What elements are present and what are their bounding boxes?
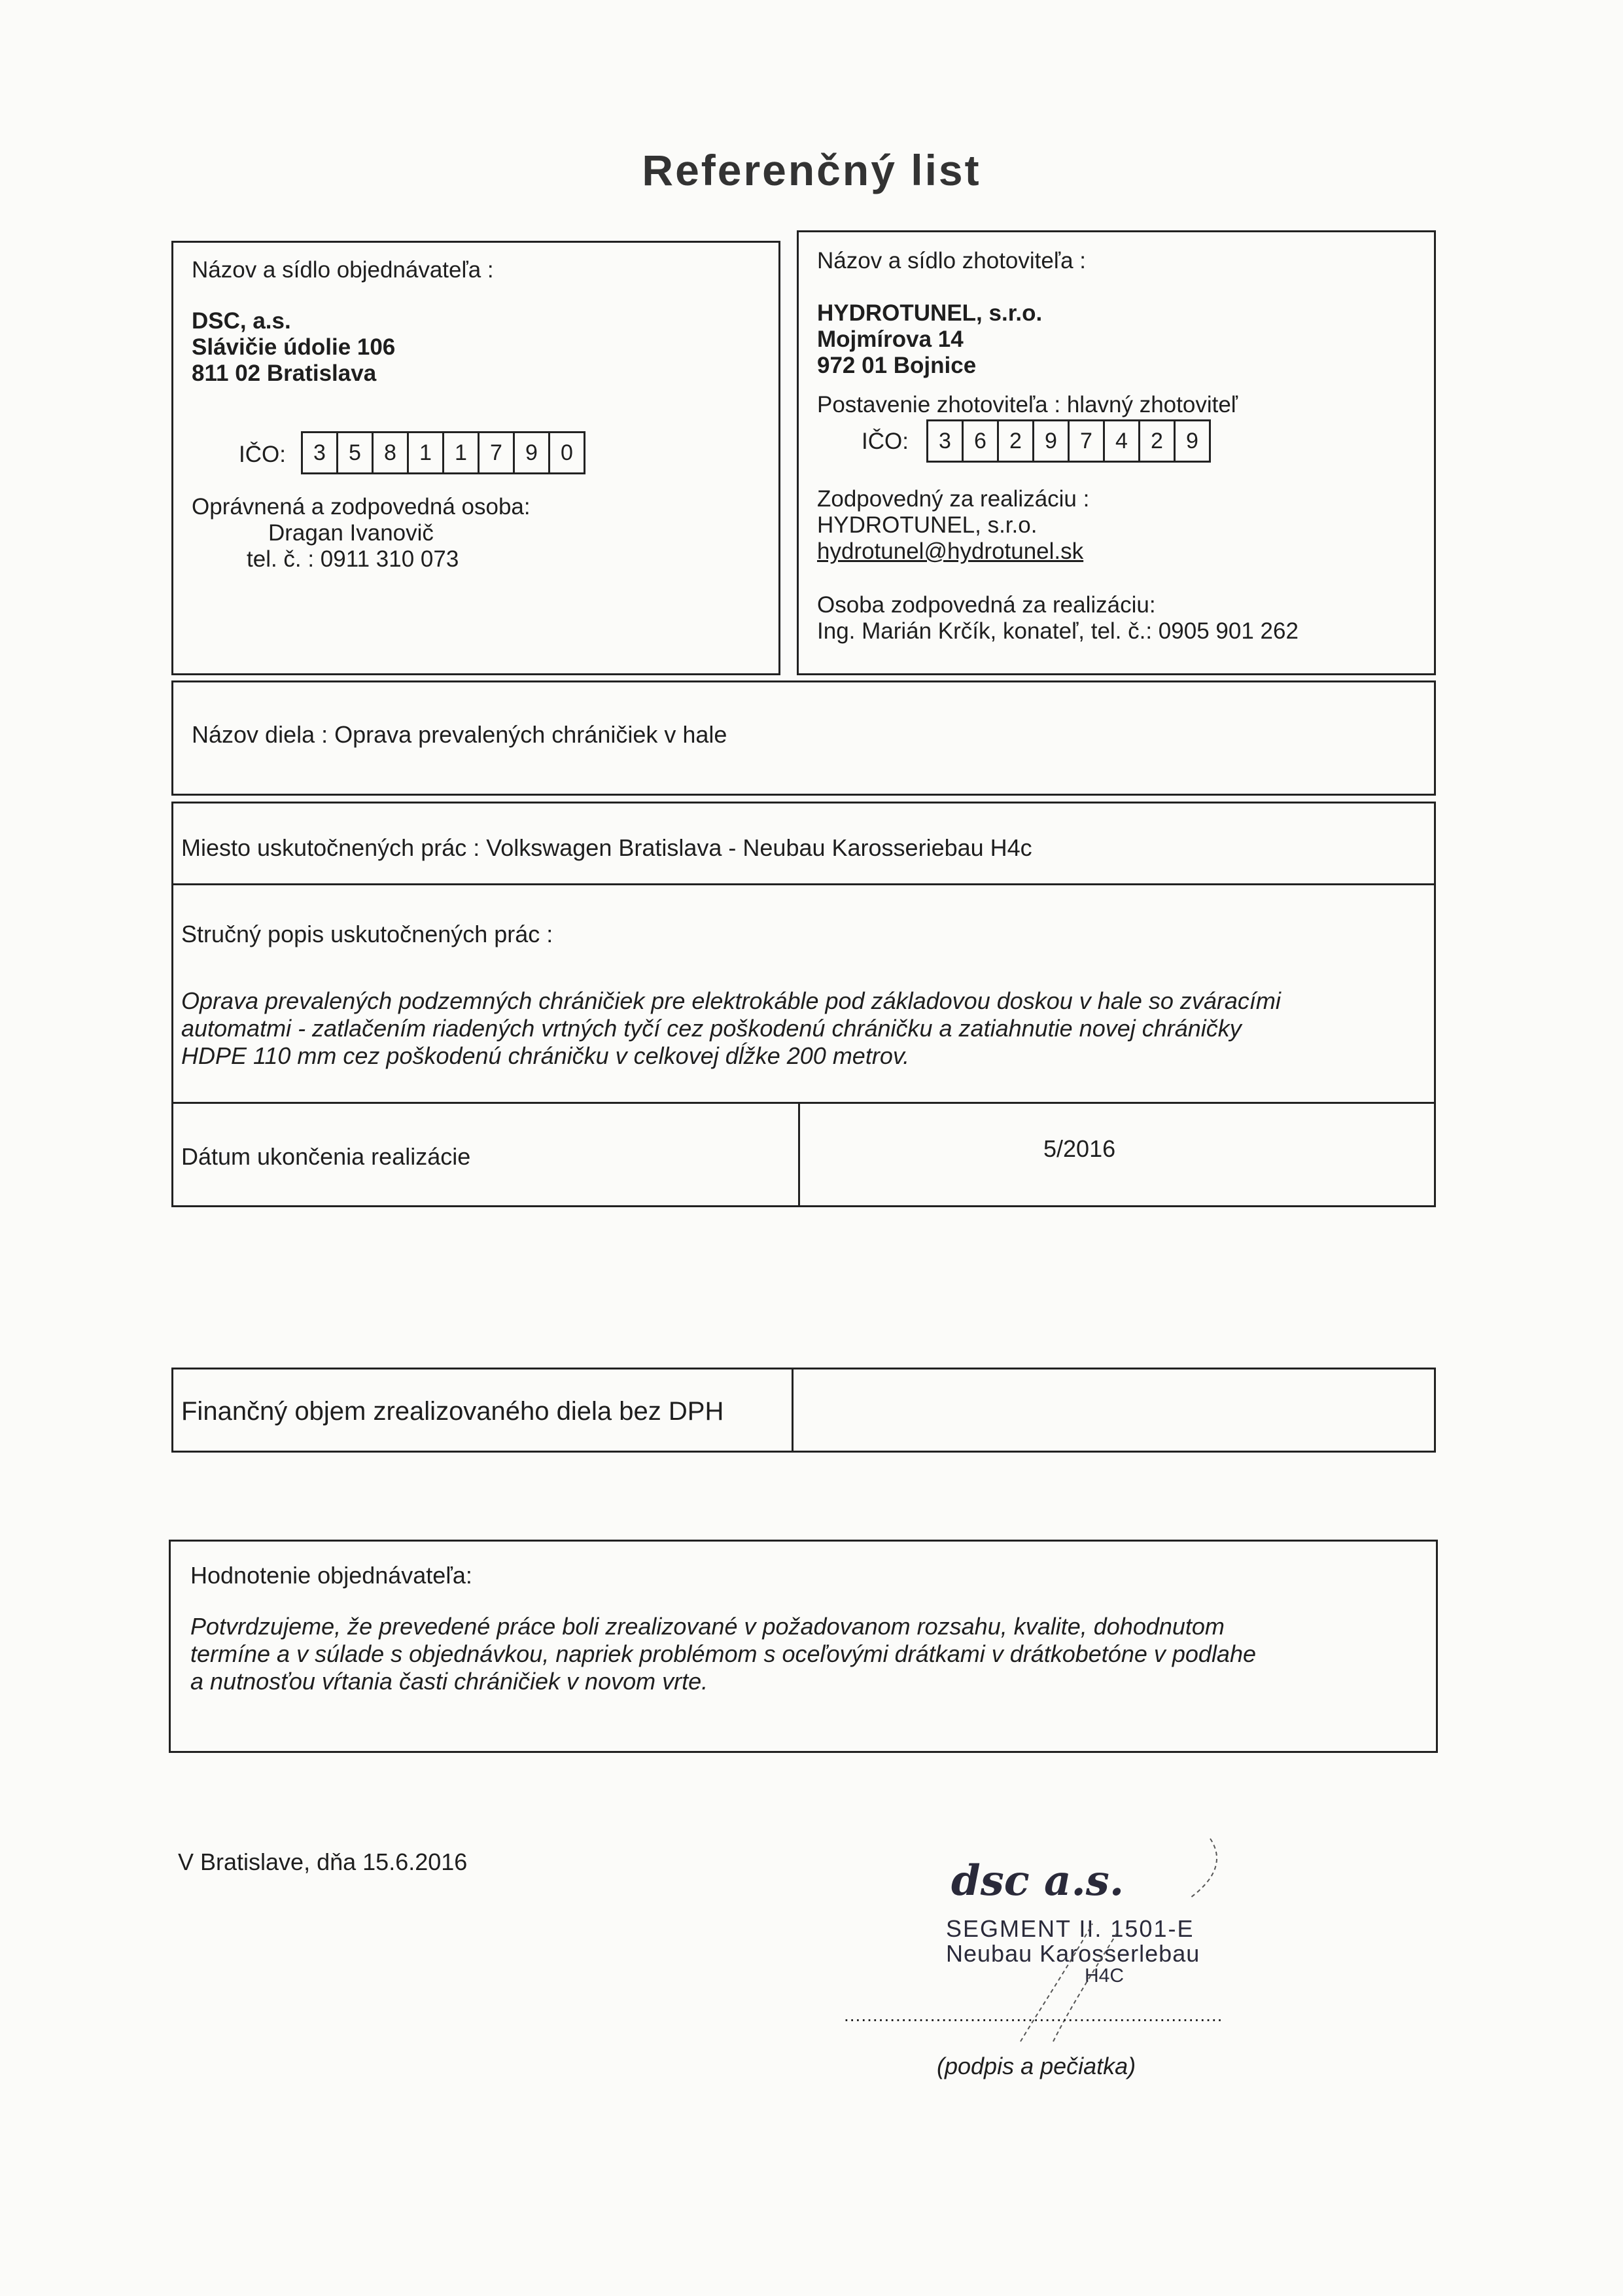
- contractor-name: HYDROTUNEL, s.r.o.: [817, 300, 1043, 326]
- description-heading: Stručný popis uskutočnených prác :: [181, 921, 553, 947]
- work-name-box: [171, 680, 1436, 796]
- contractor-box: [797, 230, 1436, 675]
- client-street: Slávičie údolie 106: [192, 334, 396, 360]
- ico-digit: 1: [442, 431, 480, 474]
- ico-digit: 9: [1032, 419, 1070, 463]
- client-ico-cells: [301, 431, 584, 474]
- contractor-ico-label: IČO:: [862, 429, 909, 454]
- ico-digit: 1: [407, 431, 444, 474]
- ico-digit: 3: [926, 419, 964, 463]
- financial-label: Finančný objem zrealizovaného diela bez DPH: [181, 1397, 724, 1426]
- ico-digit: 6: [962, 419, 999, 463]
- contractor-person-heading: Osoba zodpovedná za realizáciu:: [817, 592, 1156, 618]
- description-line: Oprava prevalených podzemných chráničiek pre elektrokáble pod základovou doskou v hale so zváracími: [181, 987, 1281, 1014]
- client-name: DSC, a.s.: [192, 308, 291, 334]
- client-ico-label: IČO:: [239, 442, 286, 467]
- evaluation-line: Potvrdzujeme, že prevedené práce boli zrealizované v požadovanom rozsahu, kvalite, dohodnutom: [190, 1613, 1225, 1640]
- client-heading: Názov a sídlo objednávateľa :: [192, 257, 494, 283]
- contractor-city: 972 01 Bojnice: [817, 353, 977, 378]
- signature-line: ..................................................................: [844, 2005, 1223, 2025]
- ico-digit: 9: [513, 431, 550, 474]
- place-date: V Bratislave, dňa 15.6.2016: [178, 1848, 468, 1875]
- divider: [173, 1102, 1434, 1104]
- divider: [792, 1369, 794, 1451]
- ico-digit: 7: [1068, 419, 1105, 463]
- ico-digit: 0: [548, 431, 585, 474]
- ico-digit: 2: [997, 419, 1034, 463]
- evaluation-heading: Hodnotenie objednávateľa:: [190, 1562, 472, 1589]
- ico-digit: 4: [1103, 419, 1140, 463]
- client-contact-heading: Oprávnená a zodpovedná osoba:: [192, 494, 531, 520]
- contractor-heading: Názov a sídlo zhotoviteľa :: [817, 248, 1086, 274]
- contractor-ico-cells: [926, 419, 1209, 463]
- contractor-responsible-name: HYDROTUNEL, s.r.o.: [817, 512, 1038, 538]
- stamp-logo: dsc a.s.: [951, 1856, 1125, 1905]
- contractor-person: Ing. Marián Krčík, konateľ, tel. č.: 0905 901 262: [817, 618, 1299, 644]
- ico-digit: 2: [1138, 419, 1176, 463]
- stamp-line: SEGMENT II. 1501-E: [946, 1915, 1195, 1942]
- stamp-line: H4C: [1085, 1965, 1125, 1987]
- contractor-street: Mojmírova 14: [817, 327, 964, 352]
- evaluation-box: [169, 1540, 1438, 1753]
- divider: [173, 883, 1434, 885]
- ico-digit: 7: [478, 431, 515, 474]
- contractor-email-link[interactable]: hydrotunel@hydrotunel.sk: [817, 539, 1084, 564]
- description-line: automatmi - zatlačením riadených vrtných tyčí cez poškodenú chráničku a zatiahnutie novej chráničky: [181, 1015, 1242, 1042]
- client-box: [171, 241, 780, 675]
- financial-box: [171, 1368, 1436, 1453]
- location: Miesto uskutočnených prác : Volkswagen Bratislava - Neubau Karosseriebau H4c: [181, 834, 1032, 861]
- contractor-position: Postavenie zhotoviteľa : hlavný zhotoviteľ: [817, 392, 1238, 417]
- evaluation-line: a nutnosťou vŕtania časti chráničiek v novom vrte.: [190, 1668, 708, 1695]
- client-city: 811 02 Bratislava: [192, 361, 377, 386]
- completion-label: Dátum ukončenia realizácie: [181, 1143, 471, 1170]
- ico-digit: 5: [336, 431, 374, 474]
- evaluation-line: termíne a v súlade s objednávkou, napriek problémom s oceľovými drátkami v drátkobetóne v podlahe: [190, 1640, 1256, 1667]
- ico-digit: 3: [301, 431, 338, 474]
- work-name: Názov diela : Oprava prevalených chráničiek v hale: [192, 721, 727, 748]
- client-contact-name: Dragan Ivanovič: [268, 520, 434, 546]
- client-contact-phone: tel. č. : 0911 310 073: [247, 546, 459, 572]
- stamp-line: Neubau Karosserlebau: [946, 1940, 1200, 1967]
- location-description-box: [171, 802, 1436, 1207]
- page-title: Referenčný list: [642, 146, 981, 194]
- contractor-responsible-heading: Zodpovedný za realizáciu :: [817, 486, 1090, 512]
- description-line: HDPE 110 mm cez poškodenú chráničku v celkovej dĺžke 200 metrov.: [181, 1042, 910, 1069]
- ico-digit: 9: [1174, 419, 1211, 463]
- completion-value: 5/2016: [1043, 1135, 1116, 1162]
- ico-digit: 8: [372, 431, 409, 474]
- divider: [798, 1102, 800, 1205]
- signature-caption: (podpis a pečiatka): [937, 2053, 1136, 2079]
